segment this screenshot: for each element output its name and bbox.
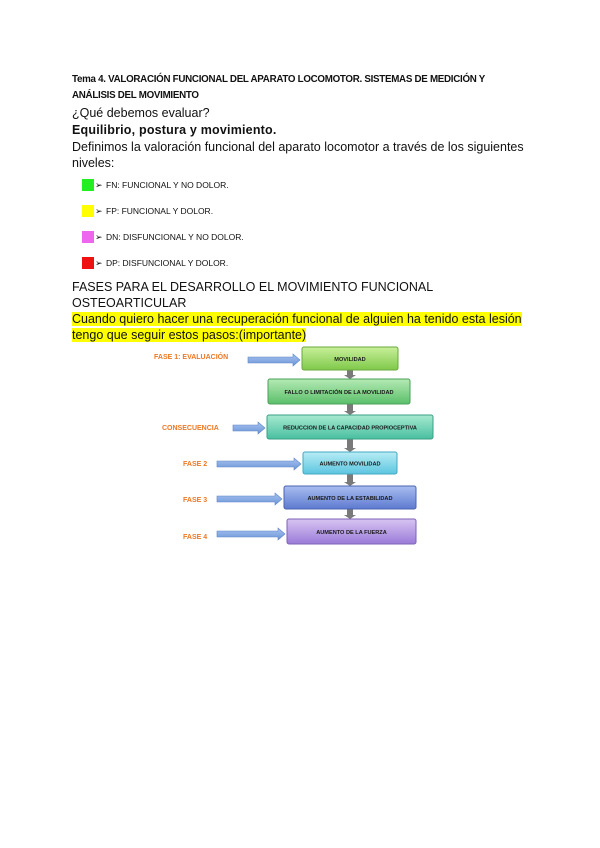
arrow-bullet-icon: ➢ bbox=[95, 180, 103, 190]
down-arrow-icon bbox=[344, 404, 356, 415]
down-arrow-icon bbox=[344, 509, 356, 519]
flow-box-label: AUMENTO MOVILIDAD bbox=[319, 461, 381, 468]
flow-box-label: AUMENTO DE LA FUERZA bbox=[316, 530, 387, 536]
arrow-bullet-icon: ➢ bbox=[95, 258, 103, 268]
document-title: Tema 4. VALORACIÓN FUNCIONAL DEL APARATO LOCOMOTOR. SISTEMAS DE MEDICIÓN Y ANÁLISIS DEL MOVIMIENTO bbox=[72, 73, 485, 101]
level-label: DP: DISFUNCIONAL Y DOLOR. bbox=[106, 258, 229, 268]
right-arrow-icon bbox=[233, 422, 265, 434]
phase-label: CONSECUENCIA bbox=[162, 425, 219, 432]
down-arrow-icon bbox=[344, 439, 356, 452]
phase-label: FASE 3 bbox=[183, 497, 208, 504]
level-label: FP: FUNCIONAL Y DOLOR. bbox=[106, 206, 214, 216]
flow-box-label: FALLO O LIMITACIÓN DE LA MOVILIDAD bbox=[284, 390, 394, 396]
right-arrow-icon bbox=[217, 493, 282, 505]
flow-box-label: MOVILIDAD bbox=[334, 357, 366, 363]
right-arrow-icon bbox=[248, 354, 300, 366]
question-text: ¿Qué debemos evaluar? bbox=[72, 106, 210, 120]
down-arrow-icon bbox=[344, 370, 356, 379]
intro-line-1: Definimos la valoración funcional del aparato locomotor a través de los siguientes bbox=[72, 140, 524, 154]
highlight-line-1: Cuando quiero hacer una recuperación funcional de alguien ha tenido esta lesión bbox=[72, 312, 522, 326]
phase-label: FASE 1: EVALUACIÓN bbox=[154, 354, 229, 361]
flow-box-label: REDUCCION DE LA CAPACIDAD PROPIOCEPTIVA bbox=[283, 425, 417, 432]
intro-line-2: niveles: bbox=[72, 156, 115, 170]
right-arrow-icon bbox=[217, 458, 301, 470]
arrow-bullet-icon: ➢ bbox=[95, 206, 103, 216]
phases-heading-line-2: OSTEOARTICULAR bbox=[72, 296, 187, 310]
highlight-line-2: tengo que seguir estos pasos:(importante) bbox=[72, 328, 307, 342]
arrow-bullet-icon: ➢ bbox=[95, 232, 103, 242]
phase-label: FASE 2 bbox=[183, 461, 208, 468]
level-label: FN: FUNCIONAL Y NO DOLOR. bbox=[106, 180, 229, 190]
down-arrow-icon bbox=[344, 474, 356, 486]
right-arrow-icon bbox=[217, 528, 285, 540]
phase-label: FASE 4 bbox=[183, 534, 208, 541]
answer-text: Equilibrio, postura y movimiento. bbox=[72, 123, 277, 137]
phases-heading-line-1: FASES PARA EL DESARROLLO EL MOVIMIENTO FUNCIONAL bbox=[72, 280, 434, 294]
flow-box-label: AUMENTO DE LA ESTABILIDAD bbox=[307, 496, 393, 502]
level-label: DN: DISFUNCIONAL Y NO DOLOR. bbox=[106, 232, 244, 242]
